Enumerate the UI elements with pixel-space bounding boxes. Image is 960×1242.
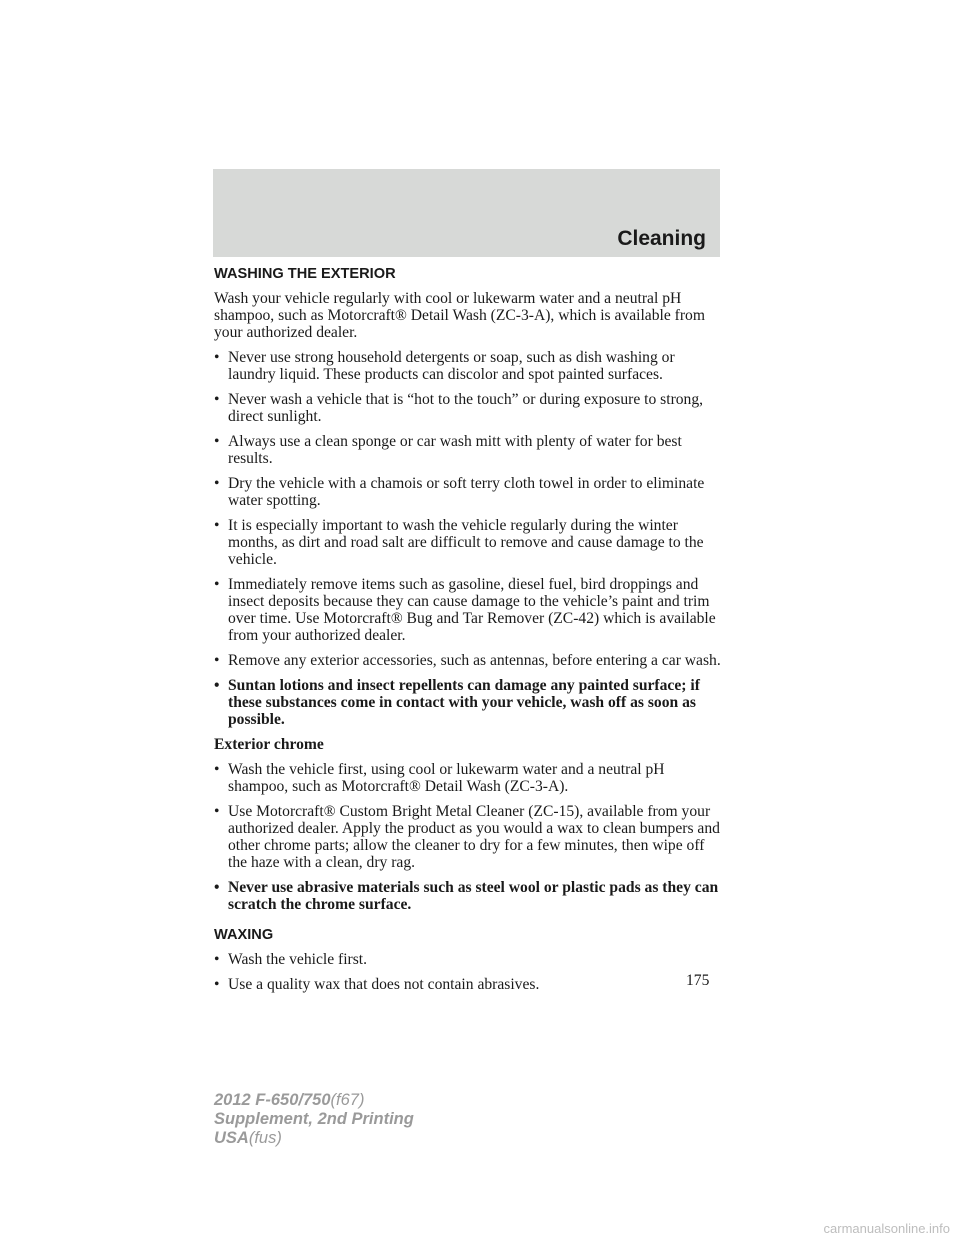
footer-printing: Supplement, 2nd Printing bbox=[214, 1110, 414, 1128]
watermark: carmanualsonline.info bbox=[823, 1221, 950, 1236]
list-item: • Use Motorcraft® Custom Bright Metal Cleaner (ZC-15), available from your authorized dealer. Apply the product as you would a wax to clean bumpers and other chrome parts; allow the cleaner to dry for a few minutes, then wipe off the haze with a clean, dry rag. bbox=[214, 803, 720, 871]
section-header-box bbox=[213, 169, 720, 257]
warning-list-item: • Never use abrasive materials such as steel wool or plastic pads as they can scratch the chrome surface. bbox=[214, 879, 719, 913]
list-item: • Never use strong household detergents or soap, such as dish washing or laundry liquid. These products can discolor and spot painted surfaces. bbox=[214, 349, 675, 383]
page-number: 175 bbox=[686, 972, 710, 989]
bullet-icon: • bbox=[214, 976, 220, 993]
warning-list-item: • Suntan lotions and insect repellents can damage any painted surface; if these substances come in contact with your vehicle, wash off as soon as possible. bbox=[214, 677, 700, 728]
bullet-icon: • bbox=[214, 652, 220, 669]
bullet-icon: • bbox=[214, 576, 220, 593]
section-title: Cleaning bbox=[617, 227, 706, 250]
list-item: • Wash the vehicle first. bbox=[214, 951, 368, 968]
bullet-icon: • bbox=[214, 677, 220, 694]
footer-market: USA bbox=[214, 1129, 249, 1147]
list-item: • Immediately remove items such as gasoline, diesel fuel, bird droppings and insect deposits because they can cause damage to the vehicle’s paint and trim over time. Use Motorcraft® Bug and Tar Remover (ZC-42) which is available from your authorized dealer. bbox=[214, 576, 716, 644]
list-item: • It is especially important to wash the vehicle regularly during the winter months, as dirt and road salt are difficult to remove and cause damage to the vehicle. bbox=[214, 517, 704, 568]
bullet-icon: • bbox=[214, 803, 220, 820]
list-item: • Wash the vehicle first, using cool or lukewarm water and a neutral pH shampoo, such as Motorcraft® Detail Wash (ZC-3-A). bbox=[214, 761, 665, 795]
list-item: • Always use a clean sponge or car wash mitt with plenty of water for best results. bbox=[214, 433, 682, 467]
footer-model-code: (f67) bbox=[330, 1091, 365, 1109]
list-item: • Remove any exterior accessories, such as antennas, before entering a car wash. bbox=[214, 652, 721, 669]
footer-market-code: (fus) bbox=[248, 1129, 282, 1147]
heading-washing-exterior: WASHING THE EXTERIOR bbox=[214, 266, 396, 282]
footer-model: 2012 F-650/750 bbox=[214, 1091, 331, 1109]
heading-waxing: WAXING bbox=[214, 927, 274, 943]
list-item: • Never wash a vehicle that is “hot to the touch” or during exposure to strong, direct sunlight. bbox=[214, 391, 704, 425]
list-item: • Dry the vehicle with a chamois or soft terry cloth towel in order to eliminate water spotting. bbox=[214, 475, 705, 509]
bullet-icon: • bbox=[214, 391, 220, 408]
washing-intro: Wash your vehicle regularly with cool or lukewarm water and a neutral pH shampoo, such as Motorcraft® Detail Wash (ZC-3-A), which is available from your authorized dealer. bbox=[214, 290, 705, 341]
document-footer bbox=[214, 1091, 414, 1148]
heading-exterior-chrome: Exterior chrome bbox=[214, 736, 324, 753]
bullet-icon: • bbox=[214, 433, 220, 450]
bullet-icon: • bbox=[214, 349, 220, 366]
bullet-icon: • bbox=[214, 517, 220, 534]
bullet-icon: • bbox=[214, 879, 220, 896]
bullet-icon: • bbox=[214, 761, 220, 778]
bullet-icon: • bbox=[214, 951, 220, 968]
list-item: • Use a quality wax that does not contain abrasives. bbox=[214, 976, 540, 993]
page-content bbox=[214, 266, 724, 1001]
bullet-icon: • bbox=[214, 475, 220, 492]
